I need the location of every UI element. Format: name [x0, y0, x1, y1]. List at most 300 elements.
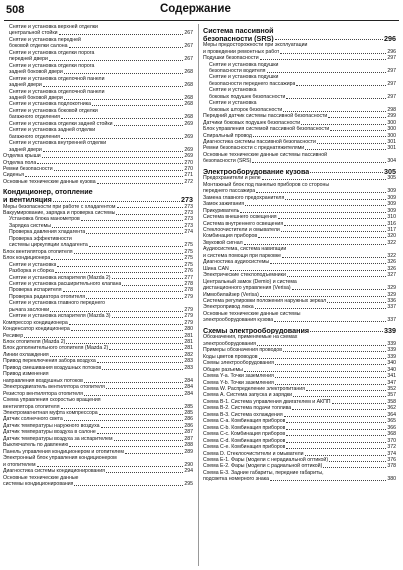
toc-entry-title: Диагностика аудиосистемы — [203, 259, 270, 266]
toc-page-number: 273 — [184, 222, 193, 229]
dot-leader — [97, 183, 184, 184]
toc-entry-title: Аудиосистема, система навигации — [203, 246, 287, 253]
toc-entry-line — [3, 179, 193, 185]
toc-entry — [203, 246, 396, 259]
dot-leader — [270, 263, 386, 264]
dot-leader — [49, 60, 183, 61]
dot-leader — [293, 396, 386, 397]
toc-page-number: 329 — [387, 285, 396, 292]
toc-page-number: 339 — [387, 340, 396, 347]
dot-leader — [112, 278, 184, 279]
toc-page-number: 322 — [387, 239, 396, 246]
toc-entry — [203, 470, 396, 483]
toc-entry-title: Разборка и сборка — [9, 268, 54, 275]
toc-page-number: 316 — [387, 220, 396, 227]
toc-entry-title: и проведении ремонтных работ — [203, 48, 280, 55]
toc-page-number: 273 — [181, 194, 193, 204]
toc-entry — [3, 397, 193, 410]
toc-page-number: 273 — [184, 216, 193, 223]
toc-entry-title: рычага заслонки — [9, 306, 50, 313]
dot-leader — [64, 99, 184, 100]
dot-leader — [287, 276, 387, 277]
toc-entry-title: Центральный замок (Demio) и система — [203, 278, 297, 285]
toc-entry-title: Привод изменения — [3, 371, 49, 378]
dot-leader — [59, 34, 184, 35]
toc-page-number: 273 — [184, 203, 193, 210]
toc-entry-title: системы циркуляции хладагента — [9, 242, 88, 249]
toc-entry-title: Проверка эффективности — [9, 235, 72, 242]
toc-entry-title: безопасности (SRS) — [203, 158, 252, 165]
toc-page-number: 322 — [387, 252, 396, 259]
dot-leader — [328, 117, 386, 118]
dot-leader — [257, 345, 386, 346]
dot-leader — [245, 205, 386, 206]
dot-leader — [286, 435, 386, 436]
toc-entry-title: Электронный блок управления кондиционером — [3, 455, 117, 462]
toc-entry-title: Схема B-1. Система управления двигателем и АКПП — [203, 398, 331, 405]
dot-leader — [332, 403, 387, 404]
toc-page-number: 289 — [184, 448, 193, 455]
toc-page-number: 283 — [184, 358, 193, 365]
toc-page-number: 270 — [184, 159, 193, 166]
dot-leader — [50, 356, 184, 357]
dot-leader — [253, 136, 386, 137]
toc-entry-title: Снятие и установка — [209, 100, 257, 107]
dot-leader — [283, 111, 386, 112]
toc-entry — [3, 108, 193, 121]
toc-page-number: 337 — [387, 317, 396, 324]
toc-page-number: 347 — [387, 379, 396, 386]
toc-section-heading — [203, 27, 396, 42]
toc-page-number: 281 — [184, 339, 193, 346]
toc-page-number: 341 — [387, 373, 396, 380]
toc-entry-title: Замена главного предохранителя — [203, 194, 285, 201]
dot-leader — [240, 212, 386, 213]
toc-entry — [203, 311, 396, 324]
toc-entry-title: Ремни безопасности — [3, 165, 53, 172]
toc-page-number: 297 — [387, 68, 396, 74]
toc-entry-title: Отделка крыши — [3, 153, 41, 160]
toc-entry-title: Датчик температуры воздуха в салоне — [3, 429, 96, 436]
toc-page-number: 298 — [387, 106, 396, 113]
toc-page-number: 275 — [184, 248, 193, 255]
dot-leader — [275, 39, 383, 40]
toc-page-number: 305 — [384, 166, 396, 176]
dot-leader — [258, 237, 386, 238]
toc-page-number: 273 — [184, 209, 193, 216]
toc-entry-title: багажного отделения — [9, 114, 60, 121]
dot-leader — [37, 163, 183, 164]
dot-leader — [286, 98, 386, 99]
toc-entry-title: Кондиционер, отопление — [3, 187, 93, 197]
toc-page-number: 310 — [387, 214, 396, 221]
toc-entry-title: багажного отделения — [9, 133, 60, 140]
toc-entry-title: Электрические стеклоподъемники — [203, 272, 286, 279]
toc-entry-title: Снятие и установка испарителя (Mazda 3) — [9, 313, 111, 320]
toc-page-number: 284 — [184, 384, 193, 391]
toc-entry-title: электрооборудования кузова — [203, 317, 274, 324]
toc-entry-title: Панель управления кондиционером и отопителем — [3, 448, 124, 455]
toc-entry — [3, 50, 193, 63]
dot-leader — [61, 118, 183, 119]
dot-leader — [274, 321, 386, 322]
toc-entry-title: задней двери — [9, 146, 42, 153]
dot-leader — [101, 427, 184, 428]
toc-entry — [203, 62, 396, 75]
toc-entry — [3, 236, 193, 249]
dot-leader — [275, 377, 387, 378]
toc-entry — [3, 76, 193, 89]
toc-entry-title: Схема W. Распределение электропитания — [203, 386, 305, 393]
toc-page-number: 286 — [184, 416, 193, 423]
toc-entry-title: Блок дополнительного отопителя (Mazda 2) — [3, 345, 109, 352]
dot-leader — [63, 291, 184, 292]
toc-entry-title: Обозначения, применяемые на схемах — [203, 334, 298, 341]
toc-entry-title: боковой отделки салона — [9, 43, 68, 50]
toc-entry-title: подсветка номерного знака — [203, 476, 270, 483]
toc-entry-title: Снятие и установка расширительного клапана — [9, 280, 122, 287]
toc-page-number: 339 — [384, 325, 396, 335]
toc-entry-title: направления воздушных потоков — [3, 377, 83, 384]
toc-entry-title: Схема E-1. Фары (модели с нерадиальной оптикой) — [203, 457, 329, 464]
dot-leader — [283, 351, 386, 352]
toc-page-number: 267 — [184, 30, 193, 37]
toc-entry-title: Снятие и установка главного переднего — [9, 300, 105, 307]
dot-leader — [43, 86, 184, 87]
toc-page-number: 282 — [184, 351, 193, 358]
toc-entry-title: Система внешнего освещения — [203, 214, 277, 221]
dot-leader — [106, 388, 184, 389]
dot-leader — [270, 480, 386, 481]
toc-page-number: 279 — [184, 293, 193, 300]
toc-entry-title: Звуковой сигнал — [203, 239, 243, 246]
dot-leader — [92, 105, 183, 106]
toc-entry-title: Схема Y-b. Точки заземления — [203, 379, 274, 386]
dot-leader — [296, 85, 386, 86]
toc-entry-title: Основные технические данные — [3, 474, 79, 481]
toc-entry-title: Схема C-e. Комбинация приборов — [203, 444, 286, 451]
dot-leader — [52, 227, 183, 228]
toc-entry-title: Снятие и установка подлокотника — [9, 101, 91, 108]
dot-leader — [51, 259, 183, 260]
toc-page-number: 378 — [387, 463, 396, 470]
dot-leader — [259, 358, 387, 359]
toc-entry-title: Блок управления системой пассивной безопасности — [203, 126, 330, 133]
dot-leader — [89, 246, 184, 247]
dot-leader — [292, 289, 387, 290]
toc-page-number: 296 — [387, 48, 396, 55]
dot-leader — [305, 455, 387, 456]
toc-entry-title: Ремни безопасности с преднатяжителями — [203, 145, 305, 152]
toc-page-number: 336 — [387, 298, 396, 304]
toc-page-number: 286 — [184, 422, 193, 429]
toc-entry-title: Передний датчик системы пассивной безопасности — [203, 113, 328, 120]
toc-page-number: 281 — [184, 345, 193, 352]
toc-page-number: 320 — [387, 233, 396, 240]
toc-entry-title: вентилятора отопителя — [3, 403, 60, 410]
toc-entry-title: Схема C-d. Комбинация приборов — [203, 437, 286, 444]
dot-leader — [37, 466, 184, 467]
dot-leader — [42, 157, 184, 158]
dot-leader — [306, 390, 386, 391]
dot-leader — [86, 298, 183, 299]
toc-entry-title: Спиральный провод — [203, 132, 252, 139]
toc-page-number: 287 — [184, 429, 193, 436]
dot-leader — [244, 244, 387, 245]
toc-entry-title: Датчик солнечного света — [3, 416, 63, 423]
toc-entry-title: Блок отопителя (Mazda 2) — [3, 339, 66, 346]
page-header — [0, 0, 403, 26]
toc-entry-title: Шина CAN — [203, 265, 229, 272]
toc-entry-title: боковых подушек безопасности — [209, 93, 286, 100]
toc-page-number: 283 — [184, 364, 193, 371]
toc-entry-title: Вакуумирование, зарядка и проверка системы — [3, 209, 116, 216]
toc-entry-title: и вентиляция — [3, 195, 52, 204]
toc-entry-title: задней боковой двери — [9, 69, 63, 76]
dot-leader — [102, 369, 183, 370]
toc-page-number: 357 — [387, 392, 396, 399]
toc-page-number: 285 — [184, 403, 193, 410]
toc-entry-title: Снятие и установка отделочной панели — [9, 88, 105, 95]
dot-leader — [267, 72, 387, 73]
toc-page-number: 284 — [184, 377, 193, 384]
toc-entry-title: Линии охлаждения — [3, 351, 49, 358]
toc-page-number: 278 — [184, 287, 193, 294]
toc-page-number: 352 — [387, 386, 396, 393]
dot-leader — [50, 311, 183, 312]
page-number: 508 — [6, 4, 25, 16]
toc-entry-title: Проверка радиатора отопителя — [9, 293, 86, 300]
dot-leader — [301, 124, 386, 125]
toc-entry-title: Схема C-a. Комбинация приборов — [203, 418, 286, 425]
dot-leader — [71, 330, 184, 331]
toc-entry — [3, 89, 193, 102]
dot-leader — [106, 472, 183, 473]
toc-entry-title: Схема B-2. Система подачи топлива — [203, 405, 292, 412]
toc-page-number: 269 — [184, 153, 193, 160]
toc-entry-title: Электромагнитная муфта компрессора — [3, 410, 98, 417]
dot-leader — [81, 220, 184, 221]
toc-page-number: 326 — [387, 265, 396, 272]
toc-entry-title: безопасности (SRS) — [203, 34, 274, 43]
toc-entry-title: Снятие и установка боковой отделки — [9, 107, 98, 114]
dot-leader — [84, 395, 183, 396]
toc-page-number: 326 — [387, 259, 396, 266]
dot-leader — [53, 201, 180, 202]
toc-page-number: 285 — [184, 410, 193, 417]
toc-entry-line — [203, 317, 396, 323]
toc-page-number: 275 — [184, 261, 193, 268]
dot-leader — [114, 125, 184, 126]
toc-entry-title: Диагностика системы пассивной безопасности — [203, 138, 316, 145]
toc-page-number: 269 — [184, 133, 193, 140]
dot-leader — [112, 317, 184, 318]
toc-entry-title: Установка блока манометров — [9, 216, 80, 223]
toc-page-number: 290 — [184, 461, 193, 468]
dot-leader — [61, 138, 183, 139]
toc-page-number: 327 — [387, 272, 396, 279]
toc-entry-title: Основные технические данные кузова — [3, 178, 96, 185]
toc-page-number: 301 — [387, 145, 396, 152]
dot-leader — [69, 446, 183, 447]
toc-page-number: 295 — [184, 481, 193, 487]
toc-page-number: 304 — [387, 158, 396, 165]
toc-entry-line — [3, 196, 193, 204]
toc-entry-title: Схема Y-a. Точки заземления — [203, 373, 274, 380]
toc-entry-title: Датчик температуры наружного воздуха — [3, 422, 100, 429]
toc-entry-title: Проверка давления хладагента — [9, 229, 86, 236]
dot-leader — [43, 151, 184, 152]
toc-entry-title: Снятие и установка отделочной панели — [9, 75, 105, 82]
toc-page-number: 340 — [387, 360, 396, 367]
dot-leader — [278, 218, 387, 219]
toc-entry-title: Замок зажигания — [203, 201, 245, 208]
toc-entry — [203, 100, 396, 113]
dot-leader — [69, 324, 184, 325]
toc-entry — [203, 42, 396, 55]
column-divider — [198, 24, 199, 566]
dot-leader — [310, 172, 383, 173]
toc-entry-title: Основные технические данные системы — [203, 310, 301, 317]
toc-entry-title: Стеклоочистители и омыватели — [203, 227, 280, 234]
toc-entry-line — [3, 481, 193, 487]
toc-page-number: 281 — [184, 332, 193, 339]
toc-page-number: 277 — [184, 274, 193, 281]
toc-entry-title: и система помощи при парковке — [203, 252, 282, 259]
toc-page-number: 299 — [387, 113, 396, 120]
toc-entry-title: Компрессор кондиционера — [3, 319, 68, 326]
toc-entry-title: Диагностика системы кондиционирования — [3, 468, 105, 475]
dot-leader — [74, 485, 183, 486]
toc-page-number: 380 — [387, 476, 396, 483]
toc-page-number: 278 — [184, 280, 193, 287]
toc-entry-title: Снятие и установка верхней отделки — [9, 24, 98, 30]
toc-page-number: 372 — [387, 444, 396, 451]
dot-leader — [317, 143, 386, 144]
toc-entry-title: Система внутреннего освещения — [203, 220, 284, 227]
toc-entry — [3, 455, 193, 468]
toc-entry-title: Снятие и установка подушки — [209, 61, 279, 68]
dot-leader — [230, 270, 387, 271]
toc-section-heading — [203, 327, 396, 335]
toc-entry-title: задней двери — [9, 82, 42, 89]
toc-page-number: 268 — [184, 94, 193, 101]
toc-entry — [203, 279, 396, 292]
dot-leader — [74, 253, 184, 254]
dot-leader — [86, 233, 183, 234]
dot-leader — [55, 272, 184, 273]
dot-leader — [64, 420, 184, 421]
dot-leader — [262, 179, 387, 180]
dot-leader — [281, 231, 387, 232]
dot-leader — [285, 199, 386, 200]
toc-entry-title: Комбинация приборов — [203, 233, 258, 240]
toc-entry-title: Датчики боковых подушек безопасности — [203, 119, 301, 126]
dot-leader — [122, 285, 183, 286]
toc-entry-title: Схема D. Стеклоочистители и омыватели — [203, 450, 304, 457]
toc-entry-title: Блок вентилятора отопителя — [3, 248, 73, 255]
toc-page-number: 365 — [387, 418, 396, 425]
toc-entry — [203, 74, 396, 87]
toc-entry-title: Меры предосторожности при эксплуатации — [203, 42, 308, 49]
toc-page-number: 300 — [387, 132, 396, 139]
dot-leader — [284, 225, 386, 226]
toc-page-number: 337 — [387, 304, 396, 311]
toc-page-number: 268 — [184, 114, 193, 121]
toc-entry — [203, 182, 396, 195]
toc-page-number: 364 — [387, 411, 396, 418]
toc-entry-title: Проверка испарителя — [9, 287, 62, 294]
toc-page-number: 270 — [184, 165, 193, 172]
dot-leader — [282, 257, 386, 258]
toc-entry-title: безопасности переднего пассажира — [209, 80, 296, 87]
toc-entry-title: Снятие и установка задней отделки — [9, 127, 96, 134]
dot-leader — [97, 433, 184, 434]
toc-entry-title: Снятие и установка — [9, 261, 57, 268]
toc-entry-title: дистанционного управления (Verisa) — [203, 285, 291, 292]
toc-entry-line — [203, 168, 396, 176]
dot-leader — [330, 130, 386, 131]
toc-entry-title: передней двери — [9, 56, 48, 63]
toc-entry-title: безопасности водителя — [209, 68, 266, 74]
toc-entry-title: Схема C-b. Комбинация приборов — [203, 424, 286, 431]
dot-leader — [114, 440, 184, 441]
toc-page-number: 275 — [184, 255, 193, 262]
toc-entry-title: Основные технические данные системы пассивной — [203, 151, 328, 158]
toc-page-number: 269 — [184, 146, 193, 153]
dot-leader — [25, 176, 183, 177]
toc-entry-title: Электропривод люка — [203, 304, 254, 311]
toc-entry-title: Подушки безопасности — [203, 55, 259, 62]
dot-leader — [275, 384, 387, 385]
toc-page-number: 339 — [387, 347, 396, 354]
dot-leader — [284, 416, 387, 417]
toc-entry-title: Отделка пола — [3, 159, 37, 166]
header-rule — [4, 20, 399, 21]
toc-section-heading — [203, 168, 396, 176]
toc-page-number: 305 — [387, 175, 396, 182]
toc-entry-title: системы кондиционирования — [3, 481, 74, 487]
toc-page-number: 268 — [184, 69, 193, 76]
toc-page-number: 340 — [387, 366, 396, 373]
toc-page-number: 329 — [387, 291, 396, 298]
toc-page-number: 309 — [387, 188, 396, 195]
toc-entry — [3, 179, 193, 185]
toc-entry-title: Схемы электрооборудования — [203, 326, 310, 335]
toc-page-number: 366 — [387, 424, 396, 431]
toc-entry-title: Зарядка системы — [9, 222, 51, 229]
toc-page-number: 297 — [387, 93, 396, 100]
toc-entry-title: Система регулировки положения наружных зеркал — [203, 298, 327, 304]
dot-leader — [255, 308, 387, 309]
toc-page-number: 374 — [387, 450, 396, 457]
toc-entry-title: Монтажный блок под панелью приборов со стороны — [203, 181, 330, 188]
toc-section-heading — [3, 188, 193, 203]
toc-entry-title: Коды цветов проводов — [203, 353, 258, 360]
toc-entry-title: Система пассивной — [203, 26, 274, 35]
toc-right-column — [203, 24, 396, 483]
dot-leader — [260, 59, 387, 60]
toc-page-number: 267 — [184, 43, 193, 50]
toc-page-number: 276 — [184, 268, 193, 275]
toc-entry-title: переднего пассажира — [203, 188, 256, 195]
toc-entry-title: Общие разъемы — [203, 366, 243, 373]
dot-leader — [286, 422, 386, 423]
dot-leader — [61, 408, 184, 409]
toc-page-number: 267 — [184, 56, 193, 63]
page-title: Содержание — [160, 3, 231, 15]
toc-entry-title: Схема A. Система запуска и зарядки — [203, 392, 293, 399]
